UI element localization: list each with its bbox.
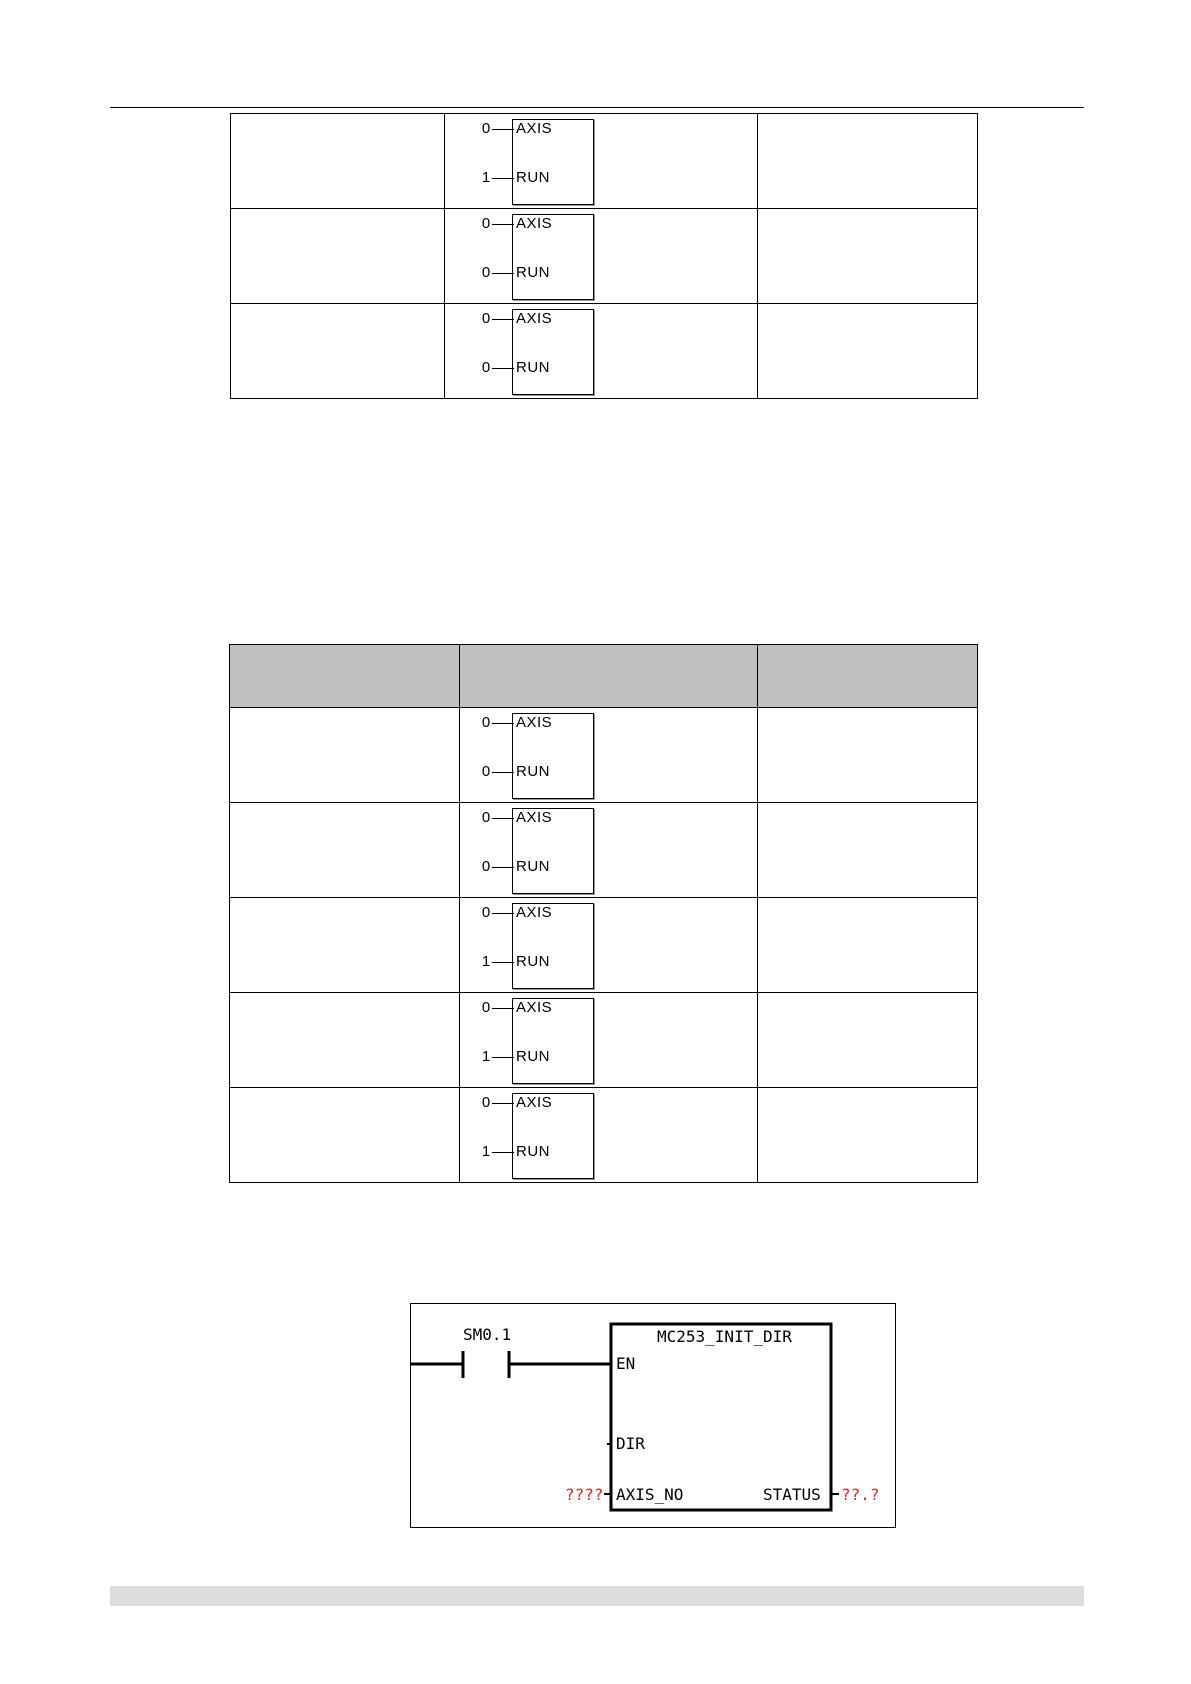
run-value: 0 [481, 359, 491, 376]
table-row [231, 114, 978, 209]
axis-label: AXIS [516, 1094, 553, 1111]
table-cell-block [460, 708, 758, 803]
table-row [230, 1088, 978, 1183]
run-value: 1 [481, 1048, 491, 1065]
run-pin-line [492, 1152, 514, 1153]
axis-value: 0 [481, 215, 491, 232]
axis-label: AXIS [516, 714, 553, 731]
function-block [480, 1088, 630, 1182]
run-value: 0 [481, 264, 491, 281]
pin-en: EN [616, 1354, 636, 1373]
table-cell-block [445, 114, 758, 209]
axis-pin-line [492, 1008, 514, 1009]
function-block [480, 803, 630, 897]
function-block [480, 209, 630, 303]
axis-pin-line [492, 224, 514, 225]
table-cell [231, 304, 445, 399]
axis-label: AXIS [516, 999, 553, 1016]
table-header-cell [460, 645, 758, 708]
table-cell-block [460, 993, 758, 1088]
table-cell [758, 304, 978, 399]
axis-no-placeholder: ???? [565, 1485, 604, 1504]
pin-status: STATUS [763, 1485, 821, 1504]
run-pin-line [492, 1057, 514, 1058]
run-label: RUN [516, 953, 550, 970]
run-value: 1 [481, 953, 491, 970]
axis-label: AXIS [516, 809, 553, 826]
function-block [480, 304, 630, 398]
table-header-cell [230, 645, 460, 708]
run-label: RUN [516, 1143, 550, 1160]
run-pin-line [492, 867, 514, 868]
axis-value: 0 [481, 1094, 491, 1111]
table-cell [230, 803, 460, 898]
table-row [231, 209, 978, 304]
run-pin-line [492, 772, 514, 773]
run-pin-line [492, 178, 514, 179]
table-cell [230, 993, 460, 1088]
axis-label: AXIS [516, 904, 553, 921]
table-1 [230, 113, 978, 399]
pin-axis-no: AXIS_NO [616, 1485, 684, 1504]
function-block [480, 993, 630, 1087]
table-cell [758, 1088, 978, 1183]
status-placeholder: ??.? [841, 1485, 880, 1504]
table-cell [758, 803, 978, 898]
run-label: RUN [516, 169, 550, 186]
run-label: RUN [516, 264, 550, 281]
pin-dir: DIR [616, 1434, 645, 1453]
axis-value: 0 [481, 310, 491, 327]
ladder-diagram [410, 1303, 896, 1528]
function-block-frame [611, 1324, 831, 1510]
axis-value: 0 [481, 120, 491, 137]
table-cell-block [445, 209, 758, 304]
axis-label: AXIS [516, 215, 553, 232]
run-pin-line [492, 368, 514, 369]
table-cell [758, 114, 978, 209]
table-cell [230, 708, 460, 803]
axis-pin-line [492, 319, 514, 320]
axis-pin-line [492, 818, 514, 819]
run-value: 0 [481, 858, 491, 875]
table-cell [758, 898, 978, 993]
run-pin-line [492, 273, 514, 274]
table-cell [758, 708, 978, 803]
axis-pin-line [492, 129, 514, 130]
table-cell [230, 898, 460, 993]
table-row [230, 898, 978, 993]
table-cell-block [460, 803, 758, 898]
table-header-cell [758, 645, 978, 708]
table-cell-block [445, 304, 758, 399]
table-row [230, 708, 978, 803]
block-title: MC253_INIT_DIR [657, 1327, 792, 1346]
table-2 [229, 644, 978, 1183]
axis-label: AXIS [516, 310, 553, 327]
run-value: 0 [481, 763, 491, 780]
run-label: RUN [516, 858, 550, 875]
axis-pin-line [492, 1103, 514, 1104]
table-cell-block [460, 1088, 758, 1183]
table-cell [230, 1088, 460, 1183]
header-rule [110, 107, 1084, 108]
axis-value: 0 [481, 904, 491, 921]
axis-value: 0 [481, 999, 491, 1016]
run-label: RUN [516, 359, 550, 376]
run-pin-line [492, 962, 514, 963]
axis-pin-line [492, 723, 514, 724]
function-block [480, 708, 630, 802]
table-header-row [230, 645, 978, 708]
run-value: 1 [481, 1143, 491, 1160]
table-cell-block [460, 898, 758, 993]
footer-bar [110, 1586, 1084, 1606]
table-cell [758, 993, 978, 1088]
table-cell [231, 114, 445, 209]
contact-label: SM0.1 [463, 1325, 512, 1344]
table-row [230, 993, 978, 1088]
table-cell [758, 209, 978, 304]
run-label: RUN [516, 1048, 550, 1065]
axis-value: 0 [481, 809, 491, 826]
table-cell [231, 209, 445, 304]
table-row [231, 304, 978, 399]
function-block [480, 898, 630, 992]
function-block [480, 114, 630, 208]
axis-pin-line [492, 913, 514, 914]
table-row [230, 803, 978, 898]
axis-value: 0 [481, 714, 491, 731]
run-value: 1 [481, 169, 491, 186]
axis-label: AXIS [516, 120, 553, 137]
run-label: RUN [516, 763, 550, 780]
